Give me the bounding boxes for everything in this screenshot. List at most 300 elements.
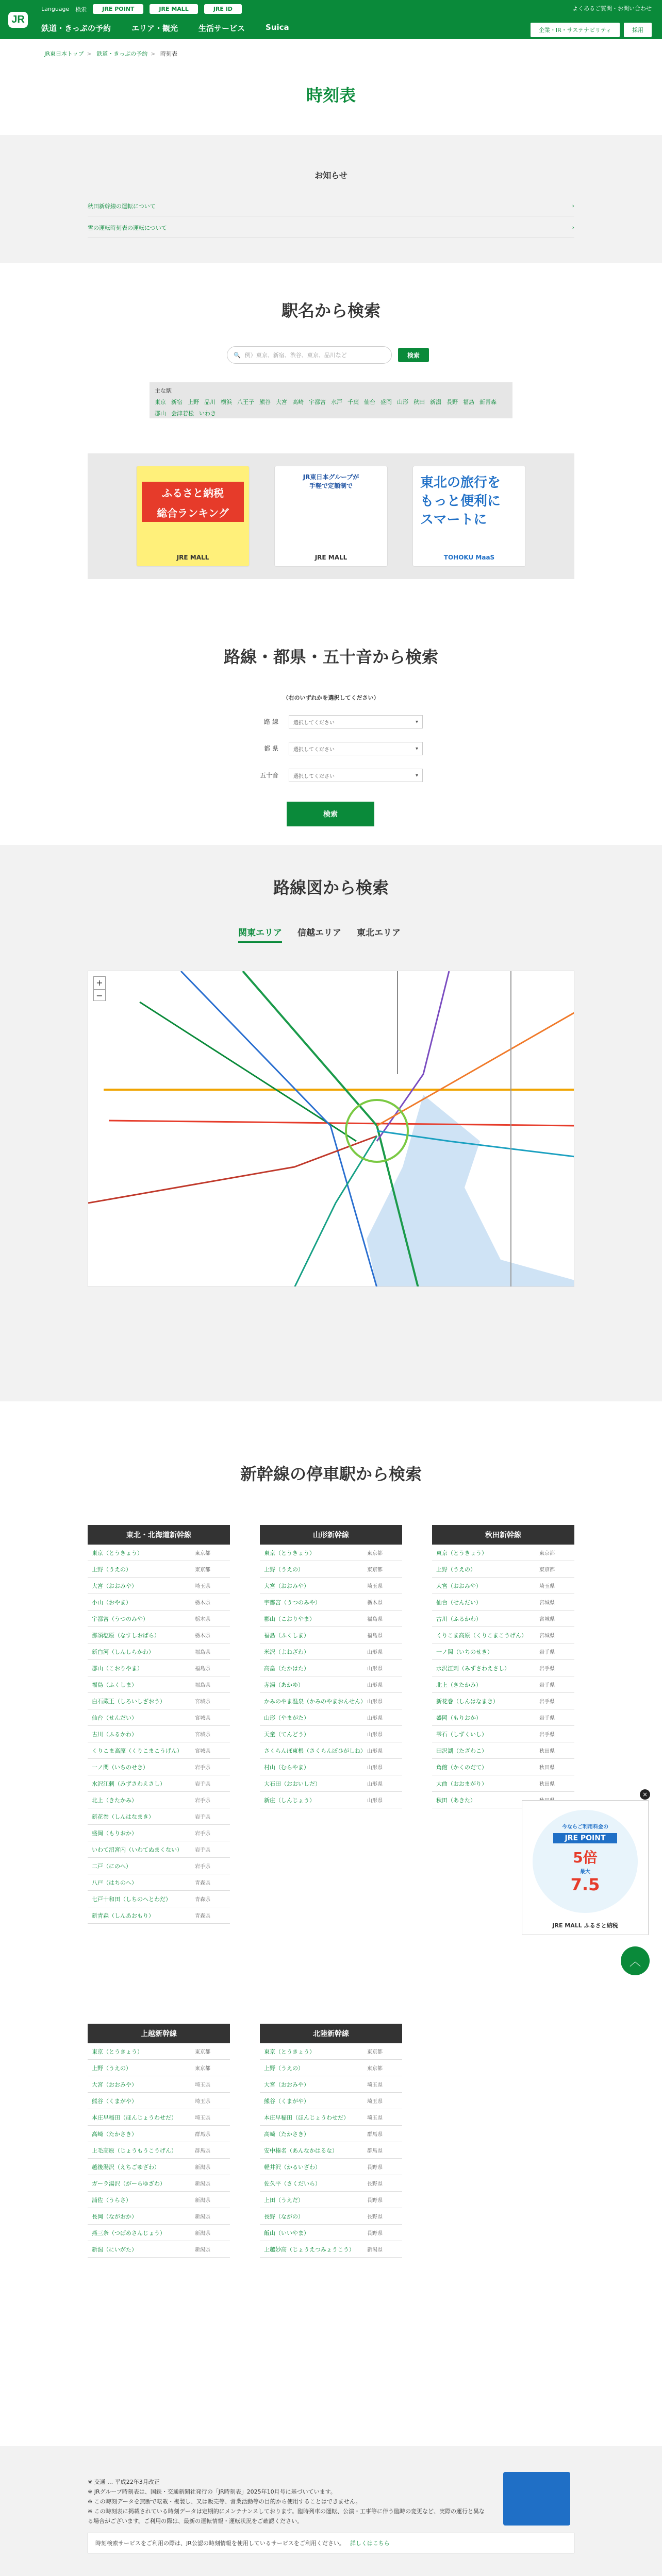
station-row[interactable] xyxy=(260,2241,402,2258)
station-link[interactable]: 熊谷（くまがや） xyxy=(92,2097,137,2105)
station-prefecture: 宮城県 xyxy=(539,1617,555,1622)
station-search-button[interactable]: 検索 xyxy=(398,348,429,362)
station-row[interactable] xyxy=(260,2175,402,2192)
quick-station-link[interactable]: 山形 xyxy=(397,399,408,405)
station-row[interactable] xyxy=(260,2126,402,2142)
station-link[interactable]: 越後湯沢（えちごゆざわ） xyxy=(92,2163,160,2171)
station-prefecture: 新潟県 xyxy=(367,2247,383,2253)
station-link[interactable]: 七戸十和田（しちのへとわだ） xyxy=(92,1895,171,1903)
map-search-heading: 路線図から検索 xyxy=(273,878,389,897)
station-prefecture: 埼玉県 xyxy=(367,1584,383,1589)
breadcrumb-rail[interactable]: 鉄道・きっぷの予約 xyxy=(96,50,148,57)
station-row[interactable] xyxy=(88,1874,230,1891)
station-prefecture: 東京都 xyxy=(367,2049,383,2055)
quick-station-link[interactable]: 水戸 xyxy=(331,399,342,405)
station-link[interactable]: 上毛高原（じょうもうこうげん） xyxy=(92,2147,177,2154)
quick-station-link[interactable]: 宇都宮 xyxy=(309,399,326,405)
notice-heading: お知らせ xyxy=(315,171,347,180)
chevron-down-icon: ▾ xyxy=(415,772,418,778)
station-link[interactable]: 熊谷（くまがや） xyxy=(264,2097,309,2105)
station-link[interactable]: 盛岡（もりおか） xyxy=(92,1829,137,1837)
banner-furusato[interactable]: ふるさと納税 総合ランキング JRE MALL xyxy=(136,466,250,567)
details-link[interactable]: 詳しくはこちら xyxy=(350,2540,390,2547)
station-prefecture: 長野県 xyxy=(367,2181,383,2187)
station-link[interactable]: 郡山（こおりやま） xyxy=(264,1615,315,1622)
station-link[interactable]: 上野（うえの） xyxy=(92,2064,131,2072)
station-prefecture: 東京都 xyxy=(367,1551,383,1556)
quick-station-link[interactable]: 長野 xyxy=(446,399,458,405)
shinkansen-table xyxy=(88,2024,230,2258)
quick-station-link[interactable]: 熊谷 xyxy=(259,399,271,405)
station-row[interactable] xyxy=(432,1627,574,1643)
station-link[interactable]: 古川（ふるかわ） xyxy=(436,1615,482,1622)
station-link[interactable]: 那須塩原（なすしおばら） xyxy=(92,1632,160,1639)
station-row[interactable] xyxy=(88,1841,230,1858)
station-prefecture: 埼玉県 xyxy=(367,2115,383,2121)
quick-station-link[interactable]: 会津若松 xyxy=(171,410,194,417)
zoom-in-button[interactable]: + xyxy=(96,978,103,988)
station-prefecture: 群馬県 xyxy=(367,2132,383,2138)
station-row[interactable] xyxy=(432,1660,574,1676)
station-link[interactable]: 浦佐（うらさ） xyxy=(92,2196,131,2204)
quick-station-link[interactable]: 仙台 xyxy=(364,399,375,405)
quick-station-link[interactable]: 盛岡 xyxy=(380,399,392,405)
station-link[interactable]: ガーラ湯沢（がーらゆざわ） xyxy=(92,2180,166,2187)
chevron-down-icon: ▾ xyxy=(415,719,418,725)
station-row[interactable] xyxy=(260,1643,402,1660)
station-link[interactable]: 上田（うえだ） xyxy=(264,2196,304,2204)
quick-station-link[interactable]: 上野 xyxy=(188,399,199,405)
station-row[interactable] xyxy=(260,2093,402,2109)
notice-item[interactable] xyxy=(88,196,574,216)
station-row[interactable] xyxy=(260,2208,402,2225)
station-prefecture: 岩手県 xyxy=(195,1848,210,1853)
station-prefecture: 山形県 xyxy=(367,1650,383,1655)
station-link[interactable]: 飯山（いいやま） xyxy=(264,2229,309,2236)
station-row[interactable] xyxy=(260,1775,402,1792)
map-tabs xyxy=(238,925,401,943)
note: ※ この時刻データを無断で転載・複製し、又は販売等、営業活動等の目的から使用することはできません。 xyxy=(88,2498,361,2505)
station-prefecture: 埼玉県 xyxy=(367,2082,383,2088)
station-prefecture: 岩手県 xyxy=(195,1815,210,1820)
station-row[interactable] xyxy=(88,2192,230,2208)
station-link[interactable]: 新青森（しんあおもり） xyxy=(92,1912,154,1919)
quick-station-link[interactable]: 品川 xyxy=(204,399,216,405)
station-prefecture: 山形県 xyxy=(367,1798,383,1804)
station-link[interactable]: 東京（とうきょう） xyxy=(436,1549,487,1556)
station-link[interactable]: 一ノ関（いちのせき） xyxy=(92,1764,148,1771)
station-link[interactable]: 宇都宮（うつのみや） xyxy=(92,1615,148,1622)
station-link[interactable]: 大宮（おおみや） xyxy=(92,1582,137,1589)
quick-station-link[interactable]: 大宮 xyxy=(276,399,287,405)
quick-station-link[interactable]: いわき xyxy=(199,410,216,417)
station-row[interactable] xyxy=(260,1676,402,1693)
notes xyxy=(88,2477,490,2526)
station-row[interactable] xyxy=(260,1742,402,1759)
nav-rail[interactable]: 鉄道・きっぷの予約 xyxy=(41,24,111,33)
station-prefecture: 長野県 xyxy=(367,2214,383,2220)
quick-station-link[interactable]: 千葉 xyxy=(347,399,359,405)
quick-station-link[interactable]: 秋田 xyxy=(413,399,425,405)
station-row[interactable] xyxy=(88,2142,230,2159)
station-link[interactable]: 高畠（たかはた） xyxy=(264,1665,309,1672)
breadcrumb-top[interactable]: JR東日本トップ xyxy=(44,50,84,57)
station-link[interactable]: 仙台（せんだい） xyxy=(436,1599,482,1606)
banner-subscription[interactable]: JR東日本グループが 手軽で定額制で JRE MALL xyxy=(274,466,388,567)
quick-station-link[interactable]: 新青森 xyxy=(479,399,496,405)
station-link[interactable]: 上越妙高（じょうえつみょうこう） xyxy=(264,2246,355,2253)
station-link[interactable]: 本庄早稲田（ほんじょうわせだ） xyxy=(264,2114,349,2121)
station-row[interactable] xyxy=(88,1660,230,1676)
station-row[interactable] xyxy=(88,1578,230,1594)
station-link[interactable]: 本庄早稲田（ほんじょうわせだ） xyxy=(92,2114,177,2121)
chevron-up-icon: ︿ xyxy=(629,1955,641,1969)
station-link[interactable]: 東京（とうきょう） xyxy=(92,1549,143,1556)
station-link[interactable]: 新潟（にいがた） xyxy=(92,2246,137,2253)
station-link[interactable]: 山形（やまがた） xyxy=(264,1714,309,1721)
station-link[interactable]: 長野（ながの） xyxy=(264,2213,304,2220)
header-utility xyxy=(41,4,242,14)
station-row[interactable] xyxy=(88,2093,230,2109)
quick-station-link[interactable]: 福島 xyxy=(463,399,474,405)
station-link[interactable]: 上野（うえの） xyxy=(436,1566,476,1573)
station-row[interactable] xyxy=(260,1660,402,1676)
quick-station-link[interactable]: 高崎 xyxy=(292,399,304,405)
close-icon[interactable]: × xyxy=(640,1789,650,1800)
station-row[interactable] xyxy=(432,1643,574,1660)
station-row[interactable] xyxy=(88,1643,230,1660)
nav-life[interactable]: 生活サービス xyxy=(198,24,245,33)
station-row[interactable] xyxy=(88,1742,230,1759)
station-row[interactable] xyxy=(88,2159,230,2175)
station-row[interactable] xyxy=(88,2076,230,2093)
prefecture-select[interactable]: 選択してください ▾ xyxy=(289,742,423,755)
station-row[interactable] xyxy=(260,2142,402,2159)
route-select[interactable]: 選択してください ▾ xyxy=(289,715,423,728)
station-row[interactable] xyxy=(260,2159,402,2175)
tab-tohoku[interactable]: 東北エリア xyxy=(357,928,401,938)
quick-station-link[interactable]: 新宿 xyxy=(171,399,183,405)
station-prefecture: 岩手県 xyxy=(539,1650,555,1655)
route-map-canvas[interactable] xyxy=(88,971,574,1287)
station-row[interactable] xyxy=(432,1693,574,1709)
station-row[interactable] xyxy=(88,1726,230,1742)
station-link[interactable]: 赤湯（あかゆ） xyxy=(264,1681,304,1688)
station-prefecture: 秋田県 xyxy=(539,1765,555,1771)
station-link[interactable]: 燕三条（つばめさんじょう） xyxy=(92,2229,166,2236)
station-prefecture: 新潟県 xyxy=(195,2247,210,2253)
tab-kanto[interactable]: 関東エリア xyxy=(238,925,282,943)
jr-logo[interactable] xyxy=(0,0,36,39)
station-prefecture: 新潟県 xyxy=(195,2231,210,2236)
language-link[interactable]: Language xyxy=(41,6,70,12)
station-row[interactable] xyxy=(432,1726,574,1742)
station-link[interactable]: 北上（きたかみ） xyxy=(92,1797,137,1804)
station-link[interactable]: 大石田（おおいしだ） xyxy=(264,1780,321,1787)
station-link[interactable]: 八戸（はちのへ） xyxy=(92,1879,137,1886)
station-link[interactable]: 大曲（おおまがり） xyxy=(436,1780,487,1787)
station-prefecture: 岩手県 xyxy=(539,1716,555,1721)
station-row[interactable] xyxy=(260,1709,402,1726)
station-link[interactable]: かみのやま温泉（かみのやまおんせん） xyxy=(264,1698,366,1705)
external-icon: › xyxy=(572,224,574,231)
station-link[interactable]: 古川（ふるかわ） xyxy=(92,1731,137,1738)
station-link[interactable]: 小山（おやま） xyxy=(92,1599,131,1606)
route-map[interactable] xyxy=(88,971,574,1287)
station-link[interactable]: 大宮（おおみや） xyxy=(436,1582,482,1589)
shinkansen-table xyxy=(432,1525,574,1808)
station-prefecture: 宮城県 xyxy=(195,1716,210,1721)
station-row[interactable] xyxy=(88,2175,230,2192)
station-link[interactable]: いわて沼宮内（いわてぬまくない） xyxy=(92,1846,183,1853)
station-link[interactable]: 水沢江刺（みずさわえさし） xyxy=(436,1665,510,1672)
station-row[interactable] xyxy=(260,1759,402,1775)
station-row[interactable] xyxy=(88,2208,230,2225)
station-prefecture: 岩手県 xyxy=(539,1666,555,1672)
side-ad-image[interactable] xyxy=(503,2472,570,2526)
station-row[interactable] xyxy=(88,1627,230,1643)
notice-item[interactable] xyxy=(88,217,574,238)
station-row[interactable] xyxy=(88,1907,230,1924)
quick-station-link[interactable]: 新潟 xyxy=(430,399,441,405)
station-link[interactable]: 福島（ふくしま） xyxy=(264,1632,309,1639)
station-prefecture: 青森県 xyxy=(195,1913,210,1919)
station-link[interactable]: 安中榛名（あんなかはるな） xyxy=(264,2147,338,2154)
notice-item-label: 雪の運転時刻表の運転について xyxy=(88,224,167,231)
shinkansen-line-name: 秋田新幹線 xyxy=(432,1525,574,1545)
station-row[interactable] xyxy=(260,2043,402,2060)
station-row[interactable] xyxy=(260,2076,402,2093)
station-link[interactable]: 天童（てんどう） xyxy=(264,1731,309,1738)
station-row[interactable] xyxy=(260,1561,402,1578)
station-link[interactable]: 米沢（よねざわ） xyxy=(264,1648,309,1655)
station-link[interactable]: 上野（うえの） xyxy=(264,2064,304,2072)
station-prefecture: 埼玉県 xyxy=(367,2099,383,2105)
station-row[interactable] xyxy=(432,1775,574,1792)
station-link[interactable]: 新花巻（しんはなまき） xyxy=(92,1813,154,1820)
station-prefecture: 群馬県 xyxy=(195,2132,210,2138)
station-row[interactable] xyxy=(88,1792,230,1808)
station-link[interactable]: さくらんぼ東根（さくらんぼひがしね） xyxy=(264,1747,366,1754)
jre-point-button[interactable]: JRE POINT xyxy=(93,4,143,14)
station-row[interactable] xyxy=(88,1808,230,1825)
station-row[interactable] xyxy=(88,1545,230,1561)
station-row[interactable] xyxy=(260,1578,402,1594)
station-row[interactable] xyxy=(432,1676,574,1693)
station-row[interactable] xyxy=(432,1709,574,1726)
station-row[interactable] xyxy=(260,1594,402,1611)
station-link[interactable]: 高崎（たかさき） xyxy=(92,2130,137,2138)
station-row[interactable] xyxy=(88,1825,230,1841)
station-row[interactable] xyxy=(432,1594,574,1611)
station-link[interactable]: 上野（うえの） xyxy=(264,1566,304,1573)
station-link[interactable]: 宇都宮（うつのみや） xyxy=(264,1599,321,1606)
station-prefecture: 岩手県 xyxy=(539,1699,555,1705)
station-row[interactable] xyxy=(260,2060,402,2076)
station-prefecture: 山形県 xyxy=(367,1749,383,1754)
station-link[interactable]: 上野（うえの） xyxy=(92,1566,131,1573)
shinkansen-table xyxy=(88,1525,230,1924)
station-link[interactable]: 白石蔵王（しろいしざおう） xyxy=(92,1698,166,1705)
station-link[interactable]: 角館（かくのだて） xyxy=(436,1764,487,1771)
station-prefecture: 岩手県 xyxy=(195,1831,210,1837)
station-row[interactable] xyxy=(260,2192,402,2208)
station-row[interactable] xyxy=(88,1611,230,1627)
station-prefecture: 秋田県 xyxy=(539,1749,555,1754)
station-row[interactable] xyxy=(432,1759,574,1775)
station-link[interactable]: 盛岡（もりおか） xyxy=(436,1714,482,1721)
station-link[interactable]: 水沢江刺（みずさわえさし） xyxy=(92,1780,166,1787)
tab-shinetsu[interactable]: 信越エリア xyxy=(297,928,341,938)
station-link[interactable]: くりこま高原（くりこまこうげん） xyxy=(92,1747,183,1754)
shinkansen-line-name: 東北・北海道新幹線 xyxy=(88,1525,230,1545)
station-prefecture: 東京都 xyxy=(195,2066,210,2072)
station-link[interactable]: 郡山（こおりやま） xyxy=(92,1665,143,1672)
scroll-top-button[interactable] xyxy=(621,1946,650,1975)
footer-notice-text: 時刻検索サービスをご利用の際は、JR公認の時刻情報を使用しているサービスをご利用ください。 xyxy=(95,2540,345,2547)
station-row[interactable] xyxy=(260,1545,402,1561)
station-row[interactable] xyxy=(88,1594,230,1611)
station-row[interactable] xyxy=(260,2109,402,2126)
quick-stations xyxy=(150,382,512,418)
station-prefecture: 山形県 xyxy=(367,1683,383,1688)
station-row[interactable] xyxy=(432,1611,574,1627)
station-link[interactable]: 田沢湖（たざわこ） xyxy=(436,1747,487,1754)
note: ※ 交通 … 平成22年3月改正 xyxy=(88,2479,160,2485)
station-link[interactable]: くりこま高原（くりこまこうげん） xyxy=(436,1632,527,1639)
station-row[interactable] xyxy=(88,2060,230,2076)
station-prefecture: 宮城県 xyxy=(195,1699,210,1705)
station-link[interactable]: 新白河（しんしらかわ） xyxy=(92,1648,154,1655)
notice-item-label: 秋田新幹線の運転について xyxy=(88,202,156,210)
station-link[interactable]: 一ノ関（いちのせき） xyxy=(436,1648,493,1655)
station-row[interactable] xyxy=(260,1693,402,1709)
station-link[interactable]: 東京（とうきょう） xyxy=(264,2048,315,2055)
station-prefecture: 岩手県 xyxy=(195,1864,210,1870)
station-link[interactable]: 佐久平（さくだいら） xyxy=(264,2180,321,2187)
nav-area[interactable]: エリア・観光 xyxy=(131,24,178,33)
station-row[interactable] xyxy=(88,2109,230,2126)
station-row[interactable] xyxy=(260,1726,402,1742)
recruit-button[interactable]: 採用 xyxy=(624,23,652,37)
station-row[interactable] xyxy=(88,2241,230,2258)
station-link[interactable]: 東京（とうきょう） xyxy=(264,1549,315,1556)
station-row[interactable] xyxy=(432,1578,574,1594)
station-row[interactable] xyxy=(260,2225,402,2241)
filter-search-button[interactable]: 検索 xyxy=(287,802,374,826)
station-link[interactable]: 軽井沢（かるいざわ） xyxy=(264,2163,321,2171)
station-row[interactable] xyxy=(88,1858,230,1874)
station-prefecture: 群馬県 xyxy=(195,2148,210,2154)
station-link[interactable]: 雫石（しずくいし） xyxy=(436,1731,487,1738)
quick-station-link[interactable]: 郡山 xyxy=(155,410,166,417)
station-link[interactable]: 東京（とうきょう） xyxy=(92,2048,143,2055)
station-row[interactable] xyxy=(88,1759,230,1775)
station-link[interactable]: 二戸（にのへ） xyxy=(92,1862,131,1870)
zoom-out-button[interactable]: − xyxy=(94,989,105,1002)
station-row[interactable] xyxy=(432,1742,574,1759)
station-prefecture: 宮城県 xyxy=(539,1600,555,1606)
station-link[interactable]: 長岡（ながおか） xyxy=(92,2213,137,2220)
station-link[interactable]: 福島（ふくしま） xyxy=(92,1681,137,1688)
station-link[interactable]: 仙台（せんだい） xyxy=(92,1714,137,1721)
kana-select[interactable]: 選択してください ▾ xyxy=(289,769,423,782)
faq-link[interactable]: よくあるご質問・お問い合わせ xyxy=(572,5,652,12)
station-prefecture: 東京都 xyxy=(539,1551,555,1556)
station-row[interactable] xyxy=(88,1709,230,1726)
station-row[interactable] xyxy=(88,2225,230,2241)
station-link[interactable]: 新花巻（しんはなまき） xyxy=(436,1698,499,1705)
station-link[interactable]: 大宮（おおみや） xyxy=(92,2081,137,2088)
note: ※ JRグループ時刻表は、国鉄・交通新聞社発行の「JR時刻表」2025年10月号に基づいています。 xyxy=(88,2488,336,2495)
jre-mall-button[interactable]: JRE MALL xyxy=(150,4,197,14)
station-link[interactable]: 村山（むらやま） xyxy=(264,1764,309,1771)
station-search-input[interactable]: 🔍 例）東京、新宿、渋谷、東京、品川など xyxy=(227,346,392,364)
station-row[interactable] xyxy=(88,1891,230,1907)
station-prefecture: 東京都 xyxy=(195,2049,210,2055)
station-prefecture: 福島県 xyxy=(367,1633,383,1639)
station-prefecture: 新潟県 xyxy=(195,2165,210,2171)
station-row[interactable] xyxy=(432,1561,574,1578)
station-prefecture: 宮城県 xyxy=(195,1749,210,1754)
station-row[interactable] xyxy=(88,2043,230,2060)
corporate-button[interactable]: 企業・IR・サステナビリティ xyxy=(531,23,620,37)
jre-id-button[interactable]: JRE ID xyxy=(204,4,242,14)
station-row[interactable] xyxy=(260,1792,402,1808)
station-link[interactable]: 大宮（おおみや） xyxy=(264,1582,309,1589)
nav-suica[interactable]: Suica xyxy=(266,23,289,32)
station-prefecture: 福島県 xyxy=(195,1666,210,1672)
station-link[interactable]: 秋田（あきた） xyxy=(436,1797,476,1804)
station-row[interactable] xyxy=(88,1693,230,1709)
station-prefecture: 新潟県 xyxy=(195,2214,210,2220)
banner-tohoku-maas[interactable]: 東北の旅行を もっと便利に スマートに TOHOKU MaaS xyxy=(412,466,526,567)
station-row[interactable] xyxy=(88,1676,230,1693)
breadcrumb: JR東日本トップ > 鉄道・きっぷの予約 > 時刻表 xyxy=(44,50,177,57)
quick-station-link[interactable]: 横浜 xyxy=(221,399,232,405)
station-link[interactable]: 大宮（おおみや） xyxy=(264,2081,309,2088)
station-prefecture: 栃木県 xyxy=(367,1600,383,1606)
station-link[interactable]: 北上（きたかみ） xyxy=(436,1681,482,1688)
station-prefecture: 福島県 xyxy=(195,1650,210,1655)
station-prefecture: 長野県 xyxy=(367,2231,383,2236)
quick-station-link[interactable]: 八王子 xyxy=(237,399,254,405)
station-prefecture: 山形県 xyxy=(367,1716,383,1721)
station-row[interactable] xyxy=(260,1611,402,1627)
float-ad[interactable]: 今ならご利用料金の JRE POINT 5倍 最大 7.5 JRE MALL ふるさと納税 × xyxy=(522,1800,649,1935)
station-prefecture: 栃木県 xyxy=(195,1617,210,1622)
search-link[interactable]: 検索 xyxy=(75,6,87,13)
quick-station-link[interactable]: 東京 xyxy=(155,399,166,405)
station-prefecture: 埼玉県 xyxy=(195,2099,210,2105)
station-link[interactable]: 新庄（しんじょう） xyxy=(264,1797,315,1804)
station-prefecture: 新潟県 xyxy=(195,2198,210,2204)
chevron-down-icon: ▾ xyxy=(415,745,418,752)
station-link[interactable]: 高崎（たかさき） xyxy=(264,2130,309,2138)
filter-search-heading: 路線・都県・五十音から検索 xyxy=(223,647,438,667)
station-row[interactable] xyxy=(260,1627,402,1643)
search-icon: 🔍 xyxy=(234,351,241,359)
station-prefecture: 新潟県 xyxy=(195,2181,210,2187)
station-prefecture: 東京都 xyxy=(539,1567,555,1573)
main-nav xyxy=(41,23,289,33)
station-row[interactable] xyxy=(432,1545,574,1561)
station-row[interactable] xyxy=(88,2126,230,2142)
station-prefecture: 岩手県 xyxy=(195,1798,210,1804)
station-prefecture: 青森県 xyxy=(195,1880,210,1886)
station-row[interactable] xyxy=(88,1561,230,1578)
station-row[interactable] xyxy=(88,1775,230,1792)
